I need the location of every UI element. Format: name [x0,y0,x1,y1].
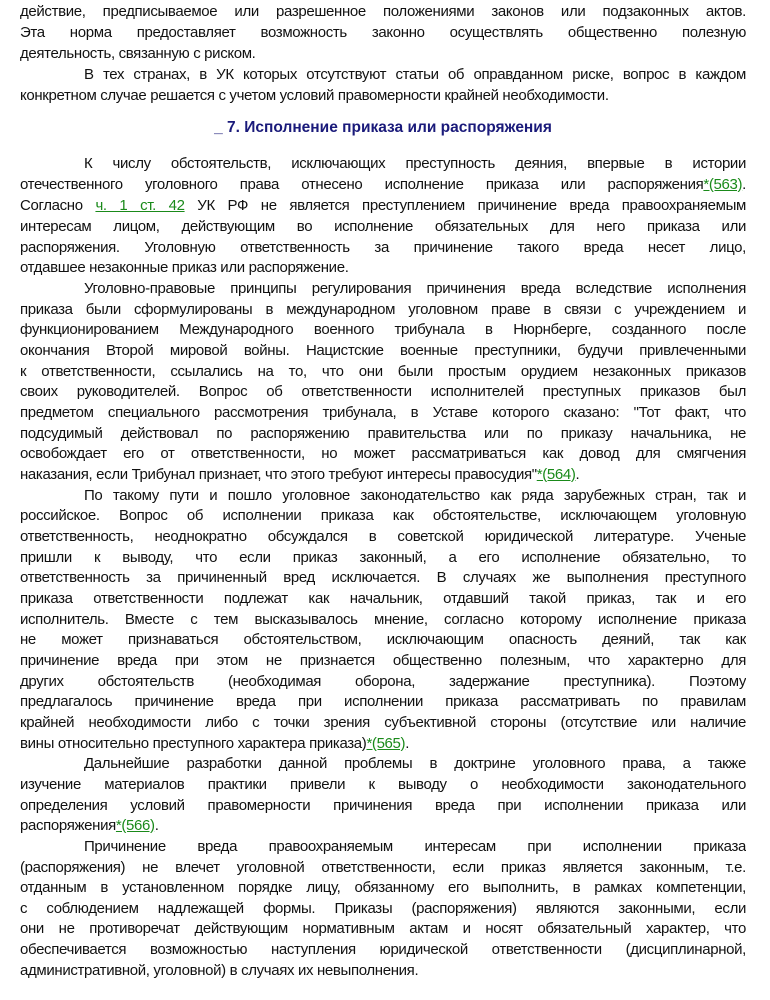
text-line: Эта норма предоставляет возможность законно осуществлять общественно полезную [20,24,746,41]
text-line: ответственность за причиненный вред исключается. В случаях же выполнения преступного [20,569,746,586]
section-heading: _ 7. Исполнение приказа или распоряжения [214,119,552,136]
text-line: интересам лицом, действующим во исполнение обязательных для него приказа или [20,218,746,235]
text-line [20,816,746,837]
text-line: своих руководителей. Вопрос об ответственности исполнителей преступных приказов был [20,383,746,400]
footnote-link-566[interactable]: *(566) [115,817,155,834]
text-line: В тех странах, в УК которых отсутствуют статьи об оправданном риске, вопрос в каждом [84,66,746,83]
text-line: административной, уголовной) в случаях их невыполнения. [20,962,419,979]
footnote-link-563[interactable]: *(563) [703,176,743,193]
text-line: По такому пути и пошло уголовное законодательство как ряда зарубежных стран, так и [84,487,746,504]
text-line: функционированием Международного военного трибунала в Нюрнберге, созданного после [20,321,746,338]
text-line: Дальнейшие разработки данной проблемы в доктрине уголовного права, а также [84,755,746,772]
footnote-link-564[interactable]: *(564) [536,466,576,483]
text-line: пришли к выводу, что если приказ законный, а его исполнение обязательно, то [20,549,746,566]
text-line: подсудимый действовал по распоряжению правительства или по приказу начальника, не [20,425,746,442]
text-line: отданным в установленном порядке лицу, обязанному его выполнить, в рамках компетенции, [20,879,746,896]
text-line: приказа ответственности подлежат как начальник, отдавший такой приказ, так и его [20,590,746,607]
text-line: (распоряжения) не влечет уголовной ответственности, если приказ является законным, т.е. [20,859,746,876]
footnote-link-565[interactable]: *(565) [366,735,406,752]
text: . [154,817,159,834]
text-line: изучение материалов практики привели к выводу о необходимости законодательного [20,776,746,793]
text-line: ответственность, неоднократно обсуждался в советской юридической литературе. Ученые [20,528,746,545]
text: УК РФ не является преступлением причинение вреда правоохраняемым [184,197,746,214]
text-line: определения условий правомерности причинения вреда при исполнении приказа или [20,797,746,814]
text-line: российское. Вопрос об исполнении приказа как обстоятельстве, исключающем уголовную [20,507,746,524]
text-line: они не противоречат действующим нормативным актам и носят обязательный характер, что [20,920,746,937]
text-line: окончания Второй мировой войны. Нацистские военные преступники, будучи привлеченными [20,342,746,359]
text-line: действие, предписываемое или разрешенное положениями законов или подзаконных актов. [20,3,746,20]
text-line [20,175,746,196]
text: отечественного уголовного права отнесено исполнение приказа или распоряжения [20,176,704,193]
text-line: К числу обстоятельств, исключающих преступность деяния, впервые в истории [84,155,746,172]
text-line: деятельность, связанную с риском. [20,45,256,62]
text: Согласно [20,197,96,214]
text-line: других обстоятельств (необходимая оборона, задержание преступника). Поэтому [20,673,746,690]
text-line: крайней необходимости либо с точки зрения субъективной стороны (отсутствие или наличие [20,714,746,731]
article-link-42[interactable]: ч. 1 ст. 42 [95,197,185,214]
text-line: конкретном случае решается с учетом условий правомерности крайней необходимости. [20,87,609,104]
text-line [20,465,746,486]
text-line [20,196,746,217]
document-page [20,0,746,1000]
text: . [575,466,580,483]
text-line [20,734,746,755]
text-line: Причинение вреда правоохраняемым интересам при исполнении приказа [84,838,746,855]
text: . [405,735,410,752]
text-line: Уголовно-правовые принципы регулирования причинения вреда вследствие исполнения [84,280,746,297]
text-line: к ответственности, ссылались на то, что они были простым орудием незаконных приказов [20,363,746,380]
text-line: отдавшее незаконные приказ или распоряжение. [20,259,349,276]
text-line: предметом специального рассмотрения трибунала, в Уставе которого сказано: "Тот факт, что [20,404,746,421]
text-line: предлагалось причинение вреда при исполнении приказа рассматривать по правилам [20,693,746,710]
text-line: освобождает его от ответственности, но может рассматриваться как довод для смягчения [20,445,746,462]
text-line: с соблюдением надлежащей формы. Приказы (распоряжения) являются законными, если [20,900,746,917]
text-line: обеспечивается возможностью наступления юридической ответственности (дисциплинарной, [20,941,746,958]
text: вины относительно преступного характера приказа) [20,735,367,752]
text-line: распоряжения. Уголовную ответственность за причинение такого вреда несет лицо, [20,239,746,256]
text-line: исполнитель. Вместе с тем высказывалось мнение, согласно которому исполнение приказа [20,611,746,628]
text-line: не может признаваться обстоятельством, исключающим опасность деяний, так как [20,631,746,648]
text: . [742,176,746,193]
text: наказания, если Трибунал признает, что этого требуют интересы правосудия" [20,466,537,483]
text: распоряжения [20,817,116,834]
text-line: причинение вреда при этом не признается общественно полезным, что характерно для [20,652,746,669]
text-line: приказа были сформулированы в международном уголовном праве в связи с учреждением и [20,301,746,318]
